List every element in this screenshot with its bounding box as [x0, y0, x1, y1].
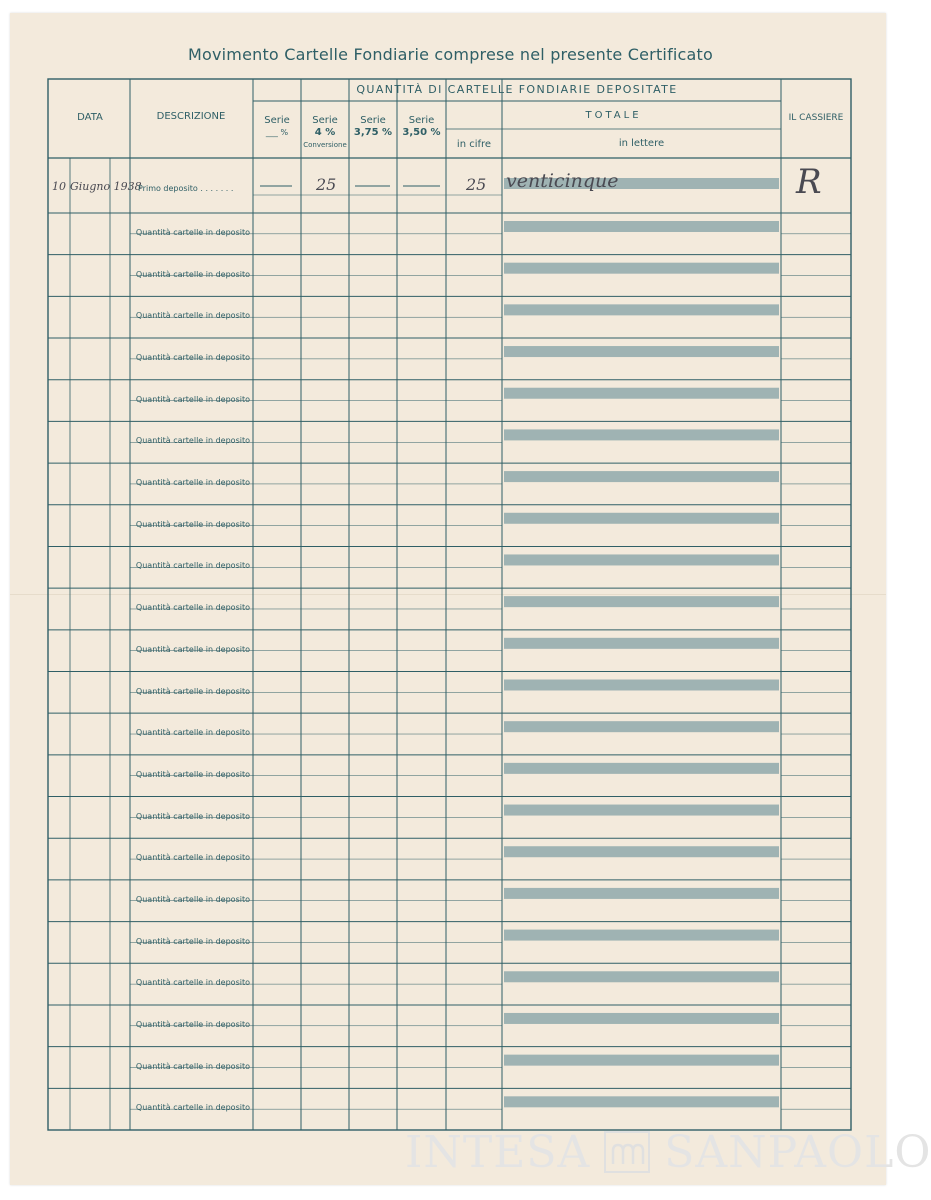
- hatch-bar: [504, 346, 779, 357]
- header-descrizione: DESCRIZIONE: [156, 111, 226, 122]
- header-cassiere: IL CASSIERE: [788, 113, 844, 123]
- row-label: Quantità cartelle in deposito: [135, 1061, 250, 1071]
- row-label: Quantità cartelle in deposito: [135, 561, 250, 571]
- entry-serie-4pct: 25: [316, 175, 337, 194]
- hatch-bar: [504, 1013, 779, 1024]
- watermark-right: SANPAOLO: [664, 1126, 931, 1178]
- row-label: Quantità cartelle in deposito: [135, 644, 250, 654]
- header-serie-4: [397, 115, 446, 139]
- hatch-bar: [504, 805, 779, 816]
- serie-1-label: Serie: [264, 115, 290, 126]
- hatch-bar: [504, 429, 779, 440]
- row-label: Quantità cartelle in deposito: [135, 311, 250, 321]
- watermark-left: INTESA: [405, 1126, 591, 1178]
- hatch-bar: [504, 596, 779, 607]
- serie-2-rate: 4 %: [314, 127, 336, 138]
- row-label: Quantità cartelle in deposito: [135, 478, 250, 488]
- row-label: Quantità cartelle in deposito: [135, 353, 250, 363]
- hatch-bar: [504, 721, 779, 732]
- hatch-bar: [504, 554, 779, 565]
- serie-2-sub: Conversione: [303, 141, 347, 149]
- row-label: Quantità cartelle in deposito: [135, 936, 250, 946]
- row-label: Quantità cartelle in deposito: [135, 769, 250, 779]
- hatch-bar: [504, 388, 779, 399]
- hatch-bar: [504, 930, 779, 941]
- row-label: Quantità cartelle in deposito: [135, 1019, 250, 1029]
- row-label: Quantità cartelle in deposito: [135, 1103, 250, 1113]
- hatch-bar: [504, 638, 779, 649]
- hatch-bar: [504, 1096, 779, 1107]
- row-label: Quantità cartelle in deposito: [135, 978, 250, 988]
- serie-2-label: Serie: [312, 115, 338, 126]
- entry-cifre: 25: [466, 175, 487, 194]
- hatch-bar: [504, 1055, 779, 1066]
- header-quantita: QUANTITÀ DI CARTELLE FONDIARIE DEPOSITATE: [356, 83, 678, 96]
- entry-day: 10: [52, 180, 66, 193]
- row-label: Quantità cartelle in deposito: [135, 228, 250, 237]
- row-label: Quantità cartelle in deposito: [135, 269, 250, 279]
- serie-1-rate: ___ %: [265, 128, 289, 137]
- header-in-lettere: in lettere: [618, 138, 665, 149]
- hatch-bar: [504, 471, 779, 482]
- intesa-sanpaolo-logo-icon: [604, 1131, 650, 1173]
- form-title: Movimento Cartelle Fondiarie comprese nel presente Certificato: [187, 45, 714, 64]
- row-label: Quantità cartelle in deposito: [135, 519, 250, 529]
- row-label: Quantità cartelle in deposito: [135, 436, 250, 446]
- header-serie-2: [301, 115, 349, 151]
- watermark: [405, 1128, 931, 1176]
- header-serie-3: [349, 115, 397, 139]
- row-label: Quantità cartelle in deposito: [135, 728, 250, 738]
- row-label: Quantità cartelle in deposito: [135, 811, 250, 821]
- row-label: Quantità cartelle in deposito: [135, 853, 250, 863]
- header-totale: TOTALE: [585, 110, 642, 121]
- serie-4-label: Serie: [408, 115, 435, 126]
- hatch-bar: [504, 971, 779, 982]
- serie-3-rate: 3,75 %: [353, 127, 393, 138]
- hatch-bar: [504, 763, 779, 774]
- hatch-bar: [504, 680, 779, 691]
- serie-4-rate: 3,50 %: [402, 127, 441, 138]
- entry-month-year: Giugno 1938: [70, 180, 142, 193]
- hatch-bar: [504, 304, 779, 315]
- hatch-bar: [504, 888, 779, 899]
- header-data: DATA: [77, 112, 103, 123]
- row-label: Quantità cartelle in deposito: [135, 686, 250, 696]
- entry-lettere: venticinque: [506, 170, 619, 192]
- hatch-bar: [504, 263, 779, 274]
- serie-3-label: Serie: [360, 115, 386, 126]
- hatch-bar: [504, 846, 779, 857]
- hatch-bar: [504, 513, 779, 524]
- row-label: Quantità cartelle in deposito: [135, 394, 250, 404]
- lettere-hatch-bars: [504, 178, 779, 1107]
- header-in-cifre: in cifre: [456, 139, 492, 150]
- row-label: Quantità cartelle in deposito: [135, 603, 250, 613]
- cassiere-signature: R: [796, 162, 822, 202]
- header-serie-1: [253, 115, 301, 139]
- entry-description: Primo deposito . . . . . . .: [138, 184, 234, 193]
- row-label: Quantità cartelle in deposito: [135, 894, 250, 904]
- hatch-bar: [504, 221, 779, 232]
